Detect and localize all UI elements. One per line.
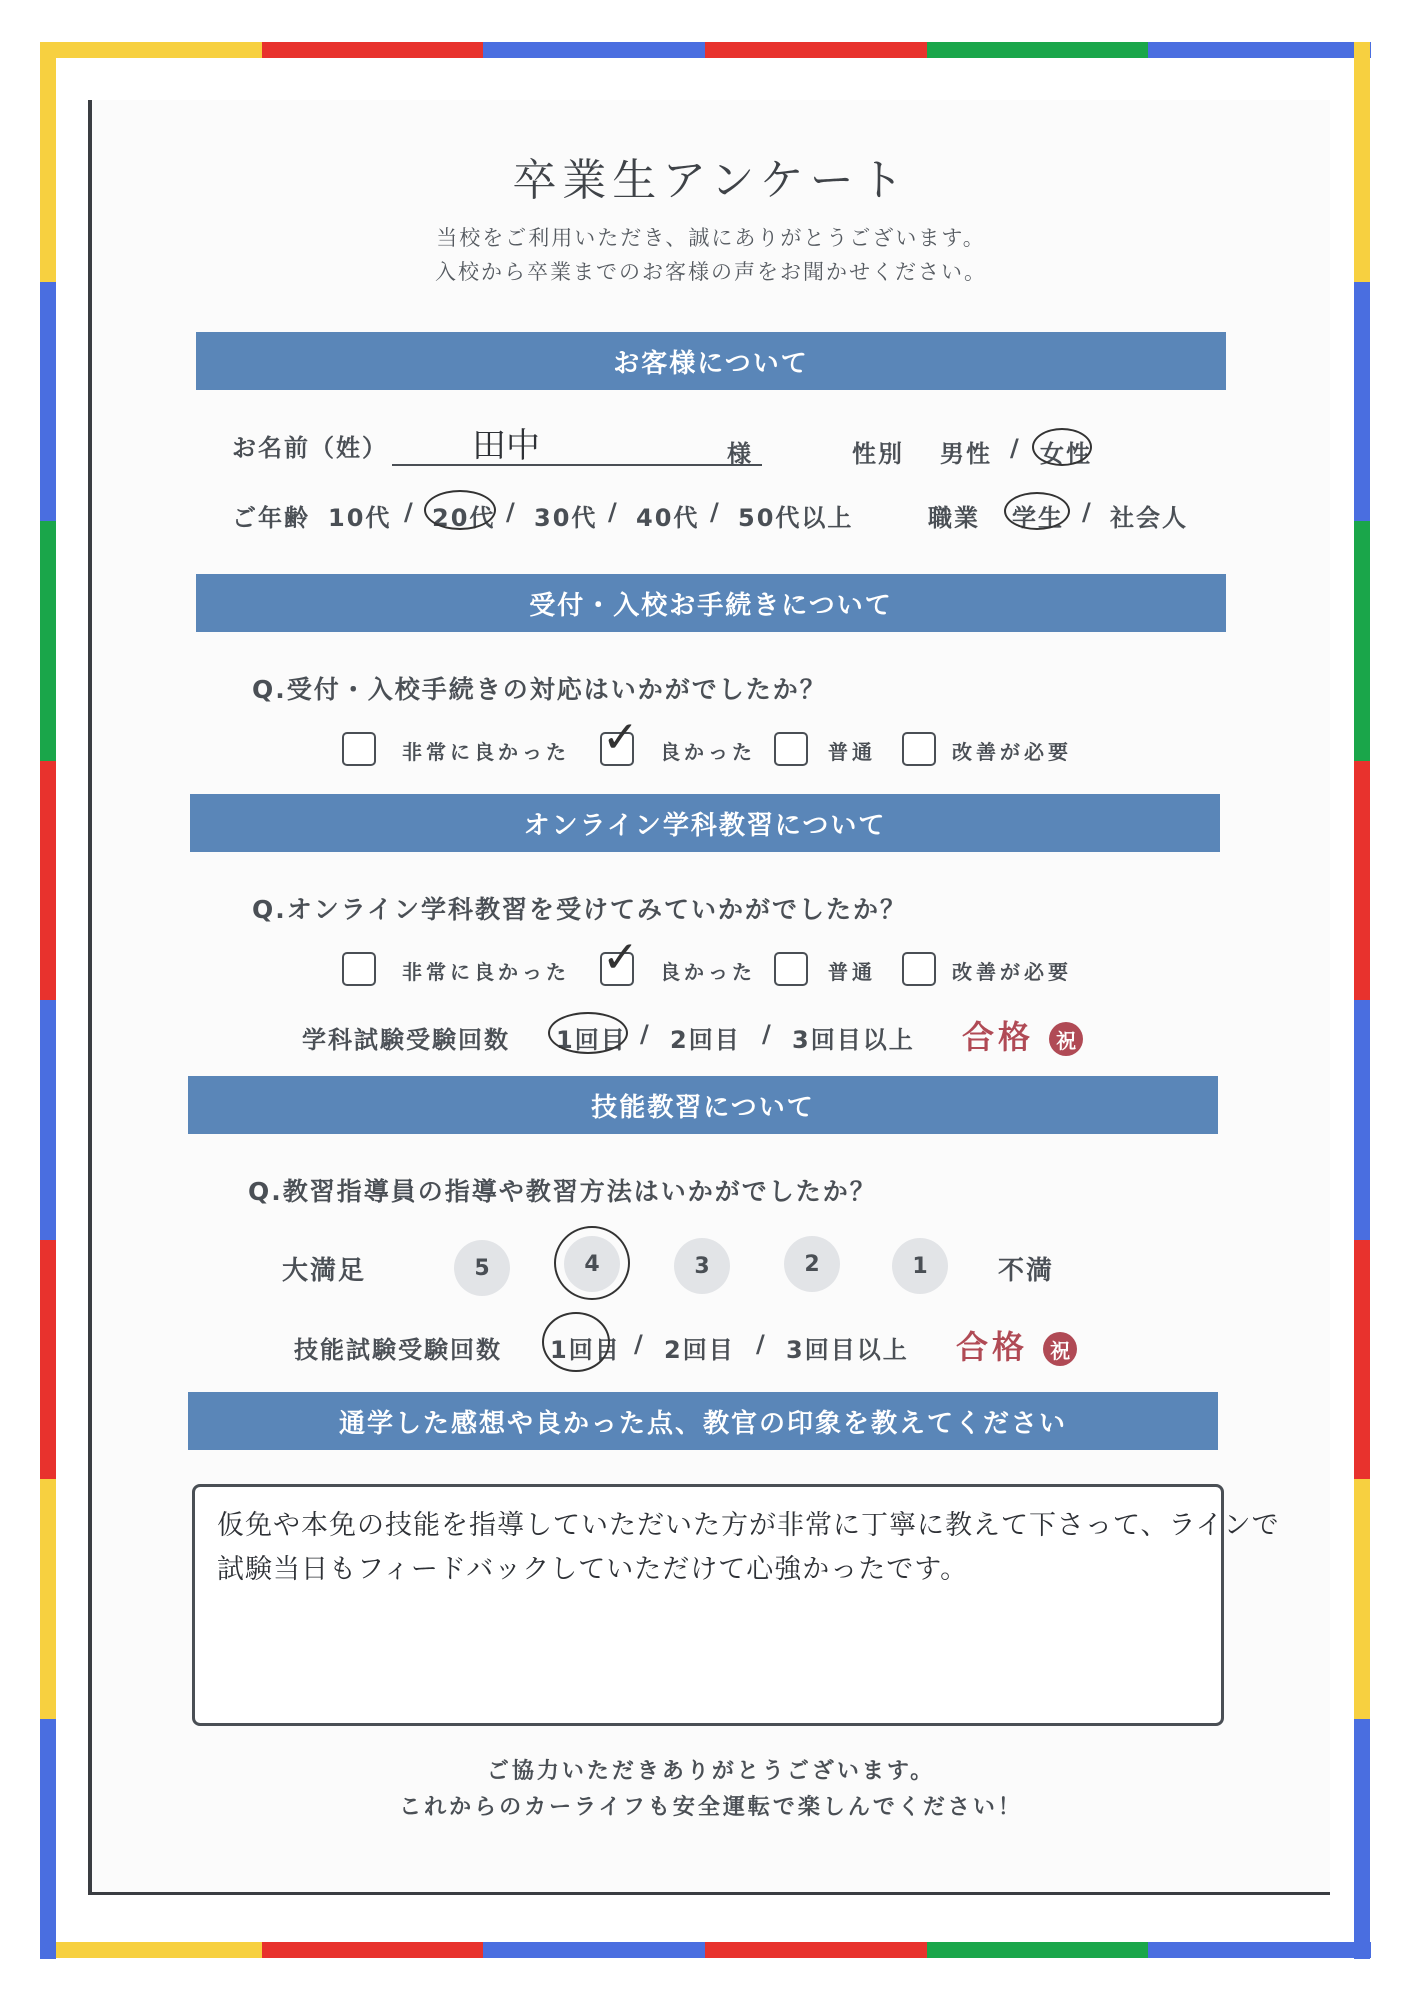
footer-thanks: ご協力いただきありがとうございます。 <box>486 1759 936 1784</box>
frame-segment <box>1354 1719 1370 1960</box>
age-separator: / <box>608 498 619 526</box>
online-attempt-1[interactable]: 1回目 <box>556 1026 627 1054</box>
reception-checkbox-needs-improvement[interactable] <box>902 732 936 766</box>
scale-high-label: 大満足 <box>282 1256 367 1286</box>
intro-line-1: 当校をご利用いただき、誠にありがとうございます。 <box>436 226 986 250</box>
age-option-50s-plus[interactable]: 50代以上 <box>738 504 854 532</box>
frame-segment <box>483 42 706 58</box>
celebration-seal-icon: 祝 <box>1043 1332 1077 1366</box>
online-option-good: 良かった <box>660 960 756 984</box>
skill-attempt-3-plus[interactable]: 3回目以上 <box>786 1336 909 1364</box>
pass-text: 合格 <box>956 1328 1029 1366</box>
frame-segment <box>1354 282 1370 523</box>
online-exam-label: 学科試験受験回数 <box>302 1026 510 1054</box>
online-attempt-selected-circle <box>548 1012 628 1054</box>
frame-segment <box>40 1942 263 1958</box>
rating-5[interactable]: 5 <box>454 1240 510 1296</box>
skill-attempt-2[interactable]: 2回目 <box>664 1336 735 1364</box>
gender-option-male[interactable]: 男性 <box>940 440 992 468</box>
checkmark-icon: ✓ <box>602 932 639 983</box>
age-separator: / <box>404 498 415 526</box>
job-label: 職業 <box>928 504 980 532</box>
frame-segment <box>40 1000 56 1241</box>
reception-checkbox-very-good[interactable] <box>342 732 376 766</box>
frame-segment <box>40 1479 56 1720</box>
age-selected-circle <box>424 490 496 530</box>
frame-segment <box>1354 1479 1370 1720</box>
frame-segment <box>483 1942 706 1958</box>
name-value[interactable]: 田中 <box>472 426 540 466</box>
online-checkbox-needs-improvement[interactable] <box>902 952 936 986</box>
skill-attempt-1[interactable]: 1回目 <box>550 1336 621 1364</box>
online-question: Q.オンライン学科教習を受けてみていかがでしたか？ <box>252 895 908 924</box>
job-option-student[interactable]: 学生 <box>1012 504 1064 532</box>
intro-line-2: 入校から卒業までのお客様の声をお聞かせください。 <box>435 260 987 284</box>
attempt-separator: / <box>756 1330 767 1358</box>
skill-pass-stamp <box>956 1322 1077 1368</box>
frame-segment <box>40 282 56 523</box>
frame-segment <box>927 42 1150 58</box>
rating-4[interactable]: 4 <box>564 1236 620 1292</box>
frame-segment <box>40 1240 56 1481</box>
section-header-online: オンライン学科教習について <box>190 794 1220 852</box>
job-selected-circle <box>1004 492 1070 530</box>
age-option-30s[interactable]: 30代 <box>534 504 598 532</box>
age-separator: / <box>506 498 517 526</box>
section-header-skill: 技能教習について <box>188 1076 1218 1134</box>
job-separator: / <box>1082 498 1093 526</box>
frame-segment <box>262 1942 485 1958</box>
online-option-very-good: 非常に良かった <box>402 960 570 984</box>
frame-segment <box>1354 761 1370 1002</box>
skill-attempt-selected-circle <box>542 1312 610 1372</box>
reception-option-normal: 普通 <box>828 740 876 764</box>
attempt-separator: / <box>634 1330 645 1358</box>
name-label: お名前（姓） <box>232 434 388 462</box>
reception-option-very-good: 非常に良かった <box>402 740 570 764</box>
section-header-reception: 受付・入校お手続きについて <box>196 574 1226 632</box>
celebration-seal-icon: 祝 <box>1049 1022 1083 1056</box>
rating-2[interactable]: 2 <box>784 1236 840 1292</box>
name-underline <box>392 464 762 466</box>
comment-textarea[interactable] <box>192 1484 1280 1726</box>
online-checkbox-very-good[interactable] <box>342 952 376 986</box>
online-checkbox-normal[interactable] <box>774 952 808 986</box>
online-attempt-2[interactable]: 2回目 <box>670 1026 741 1054</box>
reception-option-good: 良かった <box>660 740 756 764</box>
frame-segment <box>1354 1000 1370 1241</box>
frame-segment <box>927 1942 1150 1958</box>
frame-segment <box>1354 1240 1370 1481</box>
frame-segment <box>705 42 928 58</box>
section-header-customer: お客様について <box>196 332 1226 390</box>
frame-segment <box>1148 42 1371 58</box>
online-pass-stamp <box>962 1012 1083 1058</box>
rating-1[interactable]: 1 <box>892 1238 948 1294</box>
online-option-normal: 普通 <box>828 960 876 984</box>
name-suffix: 様 <box>727 440 753 468</box>
comment-line-2: 試験当日もフィードバックしていただけて心強かったです。 <box>217 1554 969 1585</box>
rating-3[interactable]: 3 <box>674 1238 730 1294</box>
scale-low-label: 不満 <box>998 1256 1055 1286</box>
gender-separator: / <box>1010 434 1021 462</box>
footer-message: これからのカーライフも安全運転で楽しんでください！ <box>399 1795 1023 1820</box>
attempt-separator: / <box>640 1020 651 1048</box>
age-option-40s[interactable]: 40代 <box>636 504 700 532</box>
online-option-needs-improvement: 改善が必要 <box>952 960 1072 984</box>
reception-checkbox-normal[interactable] <box>774 732 808 766</box>
section-header-impressions: 通学した感想や良かった点、教官の印象を教えてください <box>188 1392 1218 1450</box>
frame-segment <box>40 1719 56 1960</box>
skill-exam-label: 技能試験受験回数 <box>294 1336 502 1364</box>
frame-segment <box>262 42 485 58</box>
reception-question: Q.受付・入校手続きの対応はいかがでしたか？ <box>252 675 827 704</box>
frame-segment <box>1354 521 1370 762</box>
age-option-10s[interactable]: 10代 <box>328 504 392 532</box>
checkmark-icon: ✓ <box>602 712 639 763</box>
pass-text: 合格 <box>962 1018 1035 1056</box>
frame-segment <box>40 761 56 1002</box>
frame-segment <box>40 521 56 762</box>
online-attempt-3-plus[interactable]: 3回目以上 <box>792 1026 915 1054</box>
gender-option-female[interactable]: 女性 <box>1040 440 1092 468</box>
page-title: 卒業生アンケート <box>512 155 910 206</box>
frame-segment <box>40 42 56 283</box>
age-separator: / <box>710 498 721 526</box>
age-label: ご年齢 <box>232 504 310 532</box>
frame-segment <box>1354 42 1370 283</box>
job-option-worker[interactable]: 社会人 <box>1110 504 1188 532</box>
gender-label: 性別 <box>852 440 904 468</box>
skill-question: Q.教習指導員の指導や教習方法はいかがでしたか？ <box>248 1177 877 1206</box>
survey-sheet <box>88 100 1330 1895</box>
frame-segment <box>1148 1942 1371 1958</box>
comment-line-1: 仮免や本免の技能を指導していただいた方が非常に丁寧に教えて下さって、ラインで <box>217 1510 1280 1541</box>
age-option-20s[interactable]: 20代 <box>432 504 496 532</box>
attempt-separator: / <box>762 1020 773 1048</box>
frame-segment <box>705 1942 928 1958</box>
frame-segment <box>40 42 263 58</box>
gender-selected-circle <box>1032 428 1092 466</box>
rating-selected-circle <box>554 1226 630 1300</box>
reception-option-needs-improvement: 改善が必要 <box>952 740 1072 764</box>
